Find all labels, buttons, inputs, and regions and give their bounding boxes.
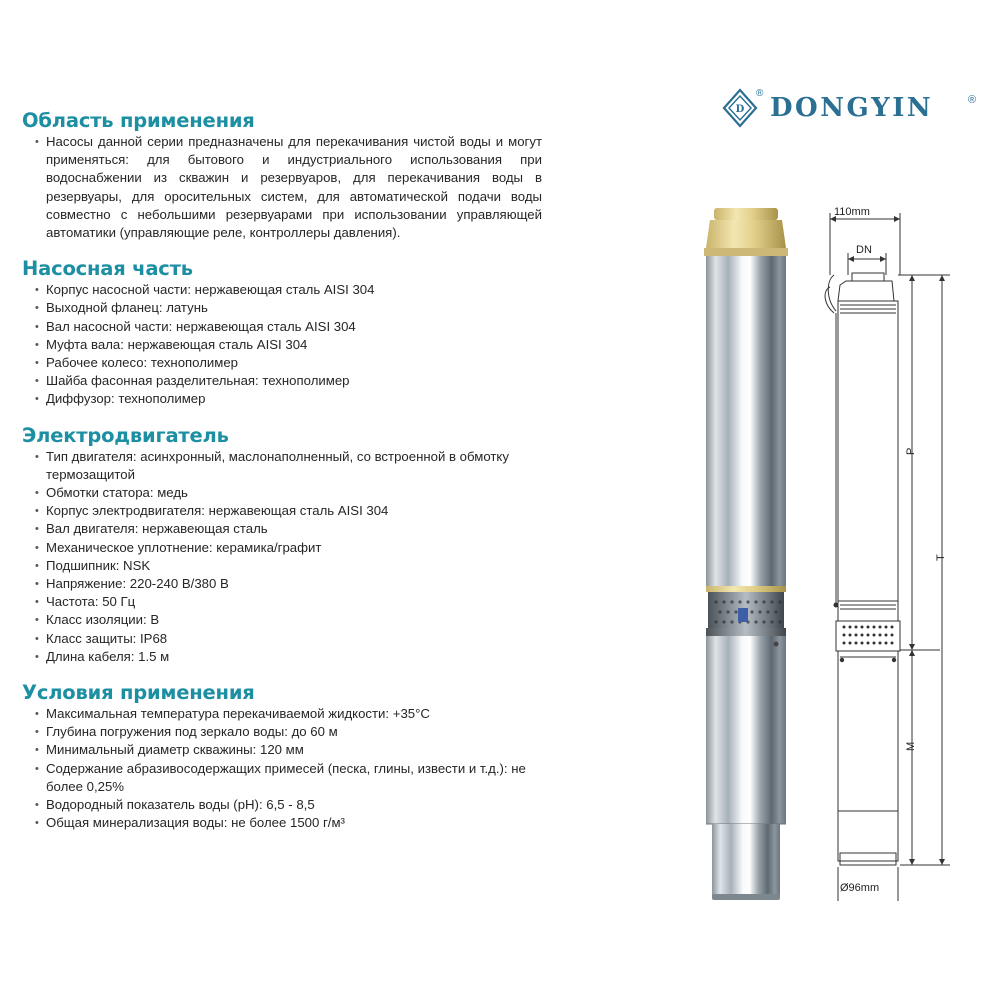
registered-mark: ® [968, 94, 977, 106]
dim-m-label: M [905, 741, 917, 751]
dongyin-diamond-emblem-icon [722, 88, 758, 128]
conditions-list [22, 705, 542, 832]
section-title-application: Область применения [22, 109, 255, 132]
spec-list-item: • Вал двигателя: нержавеющая сталь [46, 520, 542, 538]
spec-list-item: • Выходной фланец: латунь [46, 299, 542, 317]
spec-list-item: • Частота: 50 Гц [46, 593, 542, 611]
dim-t-label: T [935, 554, 947, 561]
spec-list-item: • Обмотки статора: медь [46, 484, 542, 502]
dimension-drawing [800, 205, 1000, 905]
spec-list-item: • Класс изоляции: В [46, 611, 542, 629]
dim-width-label: 110mm [834, 206, 870, 218]
spec-list-item: • Длина кабеля: 1.5 м [46, 648, 542, 666]
pump-part-list [22, 281, 542, 408]
brand-logo [722, 88, 984, 130]
spec-list-item: • Тип двигателя: асинхронный, маслонаполненный, со встроенной в обмотку термозащитой [46, 448, 542, 484]
spec-list-item: • Класс защиты: IP68 [46, 630, 542, 648]
motor-list [22, 448, 542, 666]
spec-list-item: • Глубина погружения под зеркало воды: до 60 м [46, 723, 542, 741]
spec-text-column [22, 108, 542, 847]
dim-dn-label: DN [856, 244, 872, 256]
spec-list-item: • Диффузор: технополимер [46, 390, 542, 408]
svg-text:D: D [735, 104, 745, 115]
registered-mark: ® [756, 88, 764, 99]
section-title-conditions: Условия применения [22, 681, 255, 705]
spec-list-item: • Общая минерализация воды: не более 1500 г/м³ [46, 814, 542, 832]
spec-list-item: • Минимальный диаметр скважины: 120 мм [46, 741, 542, 759]
spec-list-item: • Максимальная температура перекачиваемой жидкости: +35°С [46, 705, 542, 723]
spec-list-item: • Напряжение: 220-240 В/380 В [46, 575, 542, 593]
spec-list-item: • Водородный показатель воды (pH): 6,5 - 8,5 [46, 796, 542, 814]
section-title-pump-part: Насосная часть [22, 257, 193, 281]
dim-p-label: P [905, 447, 917, 455]
spec-list-item: • Вал насосной части: нержавеющая сталь AISI 304 [46, 318, 542, 336]
brand-name: DONGYIN [770, 93, 934, 123]
pump-illustration [692, 208, 800, 903]
spec-list-item: • Корпус электродвигателя: нержавеющая сталь AISI 304 [46, 502, 542, 520]
spec-list-item: • Шайба фасонная разделительная: технополимер [46, 372, 542, 390]
spec-list-item: • Корпус насосной части: нержавеющая сталь AISI 304 [46, 281, 542, 299]
spec-list-item: • Муфта вала: нержавеющая сталь AISI 304 [46, 336, 542, 354]
dim-diameter-label: Ø96mm [840, 882, 880, 894]
spec-list-item: • Содержание абразивосодержащих примесей (песка, глины, извести и т.д.): не более 0,25% [46, 760, 542, 796]
section-motor [22, 423, 542, 666]
spec-list-item: • Механическое уплотнение: керамика/графит [46, 539, 542, 557]
spec-list-item: • Рабочее колесо: технополимер [46, 354, 542, 372]
spec-list-item: • Подшипник: NSK [46, 557, 542, 575]
section-conditions [22, 680, 542, 832]
application-description: • Насосы данной серии предназначены для перекачивания чистой воды и могут применяться: для бытового и индустриального использования при водоснабжении из скважин и резервуаров, для перекачивания воды в резервуары, для оросительных систем, для автоматической подачи воды совместно с небольшими резервуарами при использовании управляющей автоматики (управляющие реле, контроллеры давления). [22, 133, 542, 242]
section-title-motor: Электродвигатель [22, 423, 229, 447]
section-pump-part [22, 256, 542, 408]
section-application [22, 108, 542, 242]
